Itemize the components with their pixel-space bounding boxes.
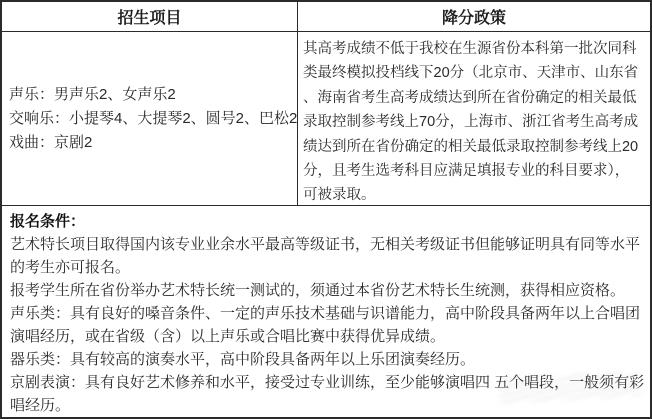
text-line: 艺术特长项目取得国内该专业业余水平最高等级证书，无相关考级证书但能够证明具有同等水平 — [10, 236, 641, 253]
text-line: 类最终模拟投档线下20分（北京市、天津市、山东省 — [303, 65, 639, 82]
text-line: 京剧表演：具有良好艺术修养和水平，接受过专业训练，至少能够演唱四 五个唱段，一般须有彩 — [10, 374, 645, 391]
score-reduction-policy-cell — [298, 32, 650, 205]
text-line: 、海南省考生高考成绩达到所在省份确定的相关最低 — [303, 89, 637, 106]
text-line: 可被录取。 — [303, 187, 376, 204]
enrollment-programs-cell — [2, 32, 298, 205]
column-header-enrollment-programs: 招生项目 — [2, 2, 298, 31]
text-line: 唱经历。 — [10, 397, 71, 414]
text-line: 声乐：男声乐2、女声乐2 — [9, 85, 176, 103]
column-header-score-reduction-policy: 降分政策 — [441, 10, 506, 27]
text-line: 录取控制参考线上70分，上海市、浙江省考生高考成 — [303, 114, 639, 131]
requirements-text — [10, 233, 645, 417]
text-line: 演唱经历，或在省级（含）以上声乐或合唱比赛中获得优异成绩。 — [10, 328, 446, 345]
table-header-row — [2, 2, 650, 32]
text-line: 绩达到所在省份确定的相关最低录取控制参考线上20 — [303, 138, 639, 155]
text-line: 器乐类：具有较高的演奏水平，高中阶段具备两年以上乐团演奏经历。 — [10, 351, 476, 368]
table-requirements-row — [2, 206, 650, 417]
requirements-title: 报名条件： — [10, 213, 86, 230]
text-line: 分，且考生选考科目应满足填报专业的科目要求）， — [303, 163, 630, 180]
text-line: 戏曲：京剧2 — [9, 133, 93, 151]
table-body-row — [2, 32, 650, 206]
text-line: 交响乐：小提琴4、大提琴2、圆号2、巴松2 — [9, 109, 298, 127]
text-line: 其高考成绩不低于我校在生源省份本科第一批次同科 — [303, 41, 637, 57]
text-line: 声乐类：具有良好的嗓音条件、一定的声乐技术基础与识谱能力，高中阶段具备两年以上合唱团 — [10, 305, 641, 322]
application-requirements-cell — [2, 206, 650, 417]
text-line: 的考生亦可报名。 — [10, 259, 131, 276]
text-line: 报考学生所在省份举办艺术特长统一测试的，须通过本省份艺术特长生统测，获得相应资格。 — [10, 282, 626, 299]
